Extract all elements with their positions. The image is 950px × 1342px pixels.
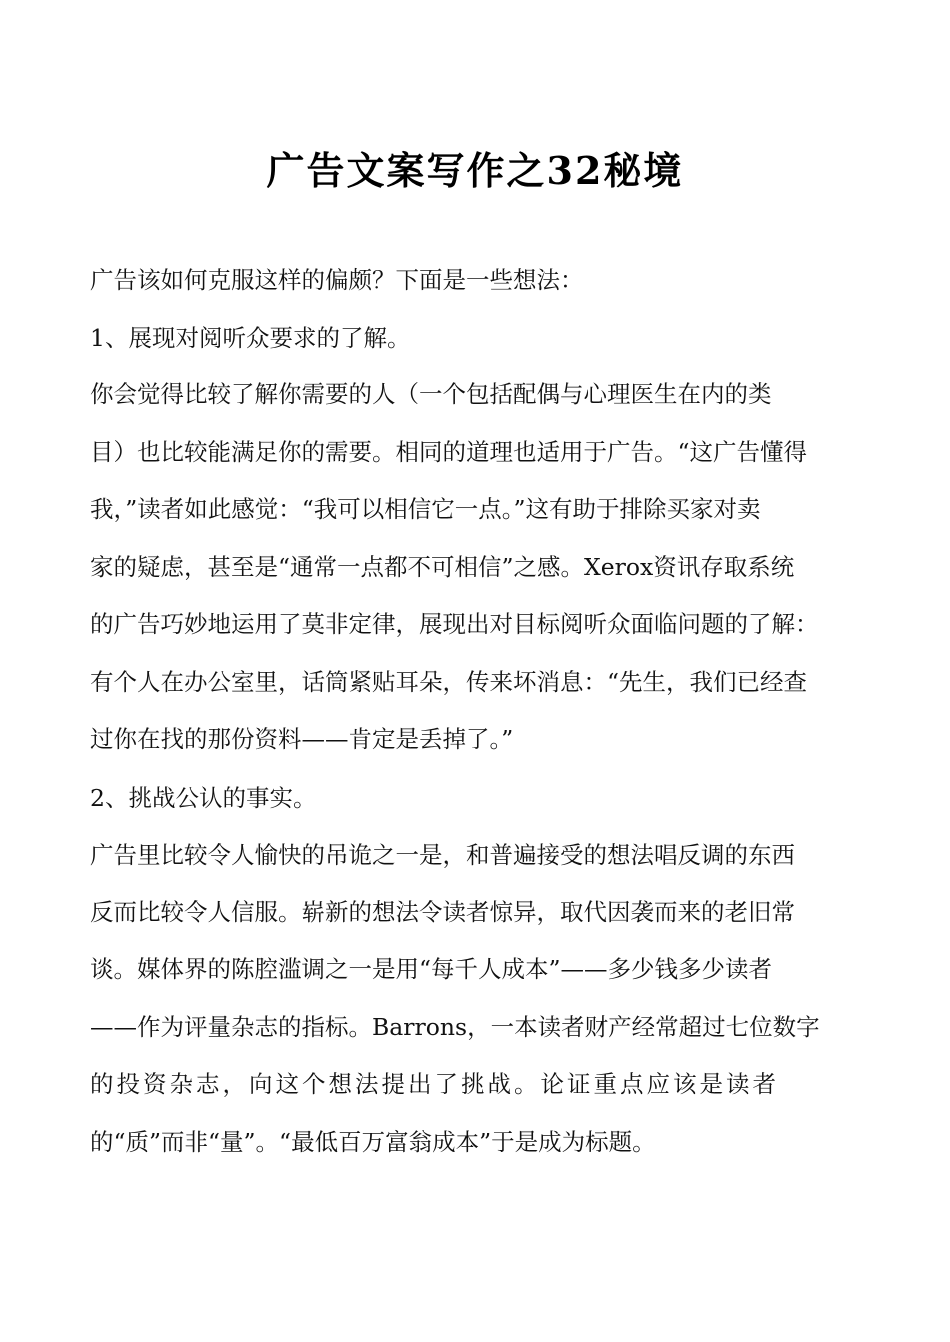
paragraph-line: 你会觉得比较了解你需要的人（一个包括配偶与心理医生在内的类 (90, 380, 772, 408)
paragraph-line: 反而比较令人信服。崭新的想法令读者惊异，取代因袭而来的老旧常 (90, 898, 795, 926)
paragraph-line: 我，”读者如此感觉：“我可以相信它一点。”这有助于排除买家对卖 (90, 495, 761, 523)
paragraph-line: 有个人在办公室里，话筒紧贴耳朵，传来坏消息：“先生，我们已经查 (90, 668, 808, 696)
intro-line: 广告该如何克服这样的偏颇？下面是一些想法： (90, 266, 584, 294)
paragraph-line: 谈。媒体界的陈腔滥调之一是用“每千人成本”——多少钱多少读者 (90, 955, 773, 983)
paragraph-line: 广告里比较令人愉快的吊诡之一是，和普遍接受的想法唱反调的东西 (90, 841, 795, 869)
document-title: 广告文案写作之32秘境 (266, 148, 684, 193)
section-heading-2: 2、挑战公认的事实。 (90, 784, 317, 812)
paragraph-line: ——作为评量杂志的指标。Barrons，一本读者财产经常超过七位数字 (90, 1013, 820, 1041)
paragraph-line: 的投资杂志，向这个想法提出了挑战。论证重点应该是读者 (90, 1070, 779, 1098)
section-heading-1: 1、展现对阅听众要求的了解。 (90, 324, 411, 352)
paragraph-line: 的“质”而非“量”。“最低百万富翁成本”于是成为标题。 (90, 1128, 656, 1156)
paragraph-line: 目）也比较能满足你的需要。相同的道理也适用于广告。“这广告懂得 (90, 438, 808, 466)
paragraph-line: 的广告巧妙地运用了莫非定律，展现出对目标阅听众面临问题的了解： (90, 610, 819, 638)
paragraph-line: 家的疑虑，甚至是“通常一点都不可相信”之感。Xerox资讯存取系统 (90, 553, 795, 581)
paragraph-line: 过你在找的那份资料——肯定是丢掉了。” (90, 725, 514, 753)
